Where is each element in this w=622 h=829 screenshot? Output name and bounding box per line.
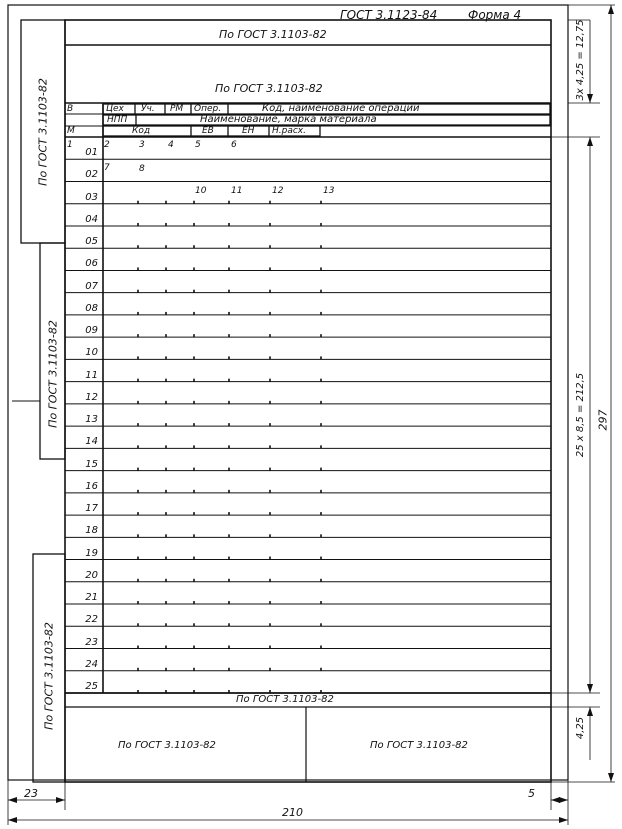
column-number: 13	[323, 186, 335, 196]
dim-right-margin: 5	[528, 787, 535, 800]
cell-operation: Опер.	[194, 104, 222, 114]
column-number: 10	[195, 186, 207, 196]
bottom-right-reference: По ГОСТ 3.1103-82	[370, 740, 468, 751]
row-number: 05	[85, 236, 98, 248]
row-number: 11	[85, 369, 98, 381]
cell-workplace: РМ	[170, 104, 184, 114]
dim-body-rows: 25 х 8,5 = 212,5	[575, 372, 586, 458]
form-number: Форма 4	[468, 8, 522, 22]
standard-number: ГОСТ 3.1123-84	[340, 8, 438, 22]
row-number: 01	[85, 147, 98, 159]
side-top-reference: По ГОСТ 3.1103-82	[36, 78, 50, 186]
row-number: 16	[85, 480, 98, 492]
cell-code: Код	[132, 126, 151, 136]
row-symbol-b: В	[67, 104, 74, 114]
cell-section: Уч.	[141, 104, 155, 114]
column-number: 2	[104, 140, 110, 150]
row-symbol-m: М	[67, 126, 75, 136]
bottom-strip-reference: По ГОСТ 3.1103-82	[236, 694, 334, 705]
row-number: 25	[85, 681, 98, 692]
side-bottom-reference: По ГОСТ 3.1103-82	[42, 622, 56, 730]
dim-total-height: 297	[596, 409, 610, 431]
cell-operation-name: Код, наименование операции	[262, 103, 420, 114]
row-number: 10	[85, 347, 98, 359]
column-number: 8	[139, 164, 145, 174]
row-number: 06	[85, 258, 98, 270]
dim-top-rows: 3х 4,25 = 12,75	[575, 19, 586, 101]
row-number: 15	[85, 458, 98, 470]
cell-npp: НПП	[107, 115, 128, 125]
dim-width: 210	[282, 806, 303, 819]
cell-en: ЕН	[242, 126, 255, 136]
row-number: 14	[85, 436, 98, 448]
row-number: 07	[85, 280, 98, 292]
row-number: 04	[85, 213, 98, 225]
row-number: 09	[85, 325, 98, 337]
row-number: 13	[85, 414, 98, 426]
row-number: 03	[85, 191, 98, 203]
row-number: 08	[85, 302, 98, 314]
row-number: 21	[85, 592, 98, 604]
row-number: 24	[85, 658, 98, 670]
row-number: 02	[85, 169, 98, 181]
cell-material-name: Наименование, марка материала	[200, 114, 377, 125]
title-block-reference: По ГОСТ 3.1103-82	[215, 82, 323, 95]
dim-left-margin: 23	[24, 787, 38, 800]
side-middle-reference: По ГОСТ 3.1103-82	[46, 320, 60, 428]
column-number: 11	[231, 186, 243, 196]
cell-consumption-rate: Н.расх.	[272, 126, 306, 136]
bottom-left-reference: По ГОСТ 3.1103-82	[118, 740, 216, 751]
column-number: 4	[168, 140, 174, 150]
top-strip-reference: По ГОСТ 3.1103-82	[219, 28, 327, 41]
row-number: 19	[85, 547, 98, 559]
row-number: 12	[85, 391, 98, 403]
column-number: 12	[272, 186, 284, 196]
dim-bottom-rows: 4,25	[575, 716, 586, 740]
column-number: 3	[139, 140, 145, 150]
column-number: 6	[231, 140, 237, 150]
row-number: 17	[85, 503, 98, 515]
row-number: 20	[85, 569, 98, 581]
row-number: 18	[85, 525, 98, 537]
column-number: 5	[195, 140, 201, 150]
row-number: 22	[85, 614, 98, 626]
column-number: 1	[67, 140, 73, 150]
row-number: 23	[85, 636, 98, 648]
cell-ev: ЕВ	[202, 126, 214, 136]
cell-shop: Цех	[106, 104, 124, 114]
column-number: 7	[104, 163, 110, 173]
